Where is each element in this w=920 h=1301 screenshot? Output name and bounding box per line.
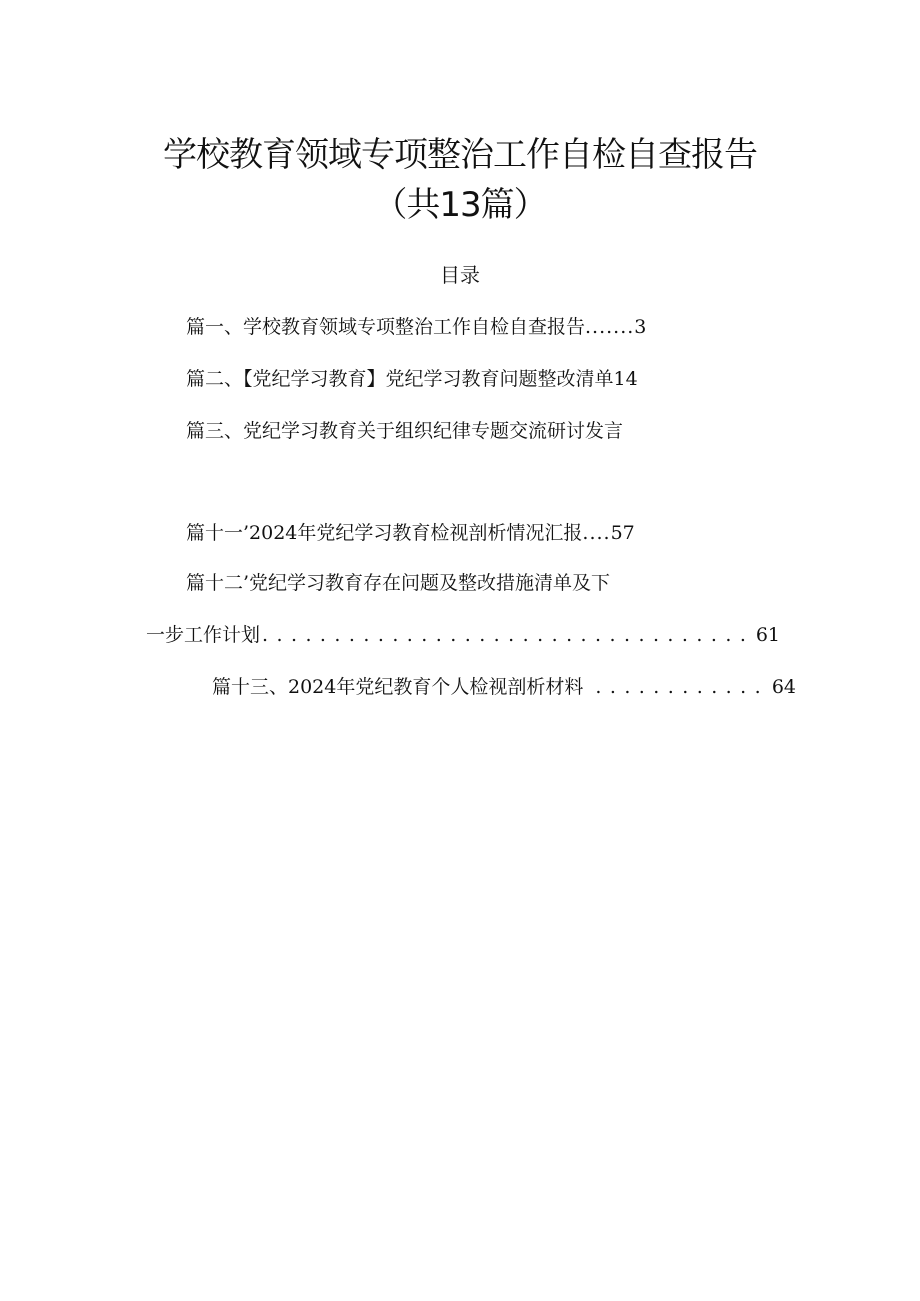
document-title-line2: （共13篇） — [373, 185, 547, 225]
toc-entry-title: 篇二、【党纪学习教育】党纪学习教育问题整改清单 — [186, 368, 614, 390]
toc-entry-11[interactable] — [186, 520, 635, 546]
toc-entry-title: 篇一、学校教育领域专项整治工作自检自查报告 — [186, 316, 586, 338]
toc-entry-title: 篇三、党纪学习教育关于组织纪律专题交流研讨发言 — [186, 420, 624, 442]
toc-entry-12-line2[interactable] — [146, 622, 780, 648]
toc-entry-title-cont: 一步工作计划 — [146, 624, 261, 646]
toc-entry-leader: ....... — [585, 316, 635, 338]
toc-entry-1[interactable] — [186, 314, 646, 340]
toc-entry-leader — [595, 674, 769, 700]
toc-entry-page: 64 — [771, 676, 796, 698]
toc-entry-page: 3 — [634, 316, 647, 338]
toc-entry-title: 篇十二’党纪学习教育存在问题及整改措施清单及下 — [186, 572, 611, 594]
toc-entry-3[interactable] — [186, 418, 623, 444]
toc-entry-page: 14 — [613, 368, 638, 390]
toc-entry-leader — [262, 622, 754, 648]
toc-entry-page: 57 — [610, 522, 635, 544]
toc-entry-page: 61 — [755, 624, 780, 646]
document-title-line1: 学校教育领域专项整治工作自检自查报告 — [163, 135, 757, 175]
toc-entry-12-line1[interactable] — [186, 570, 610, 596]
toc-entry-title: 篇十一’2024年党纪学习教育检视剖析情况汇报 — [186, 522, 583, 544]
toc-entry-title: 篇十三、2024年党纪教育个人检视剖析材料 — [212, 676, 584, 698]
toc-entry-leader: .... — [582, 522, 611, 544]
toc-entry-13[interactable] — [212, 674, 796, 700]
toc-heading: 目录 — [440, 263, 480, 287]
toc-entry-2[interactable] — [186, 366, 638, 392]
